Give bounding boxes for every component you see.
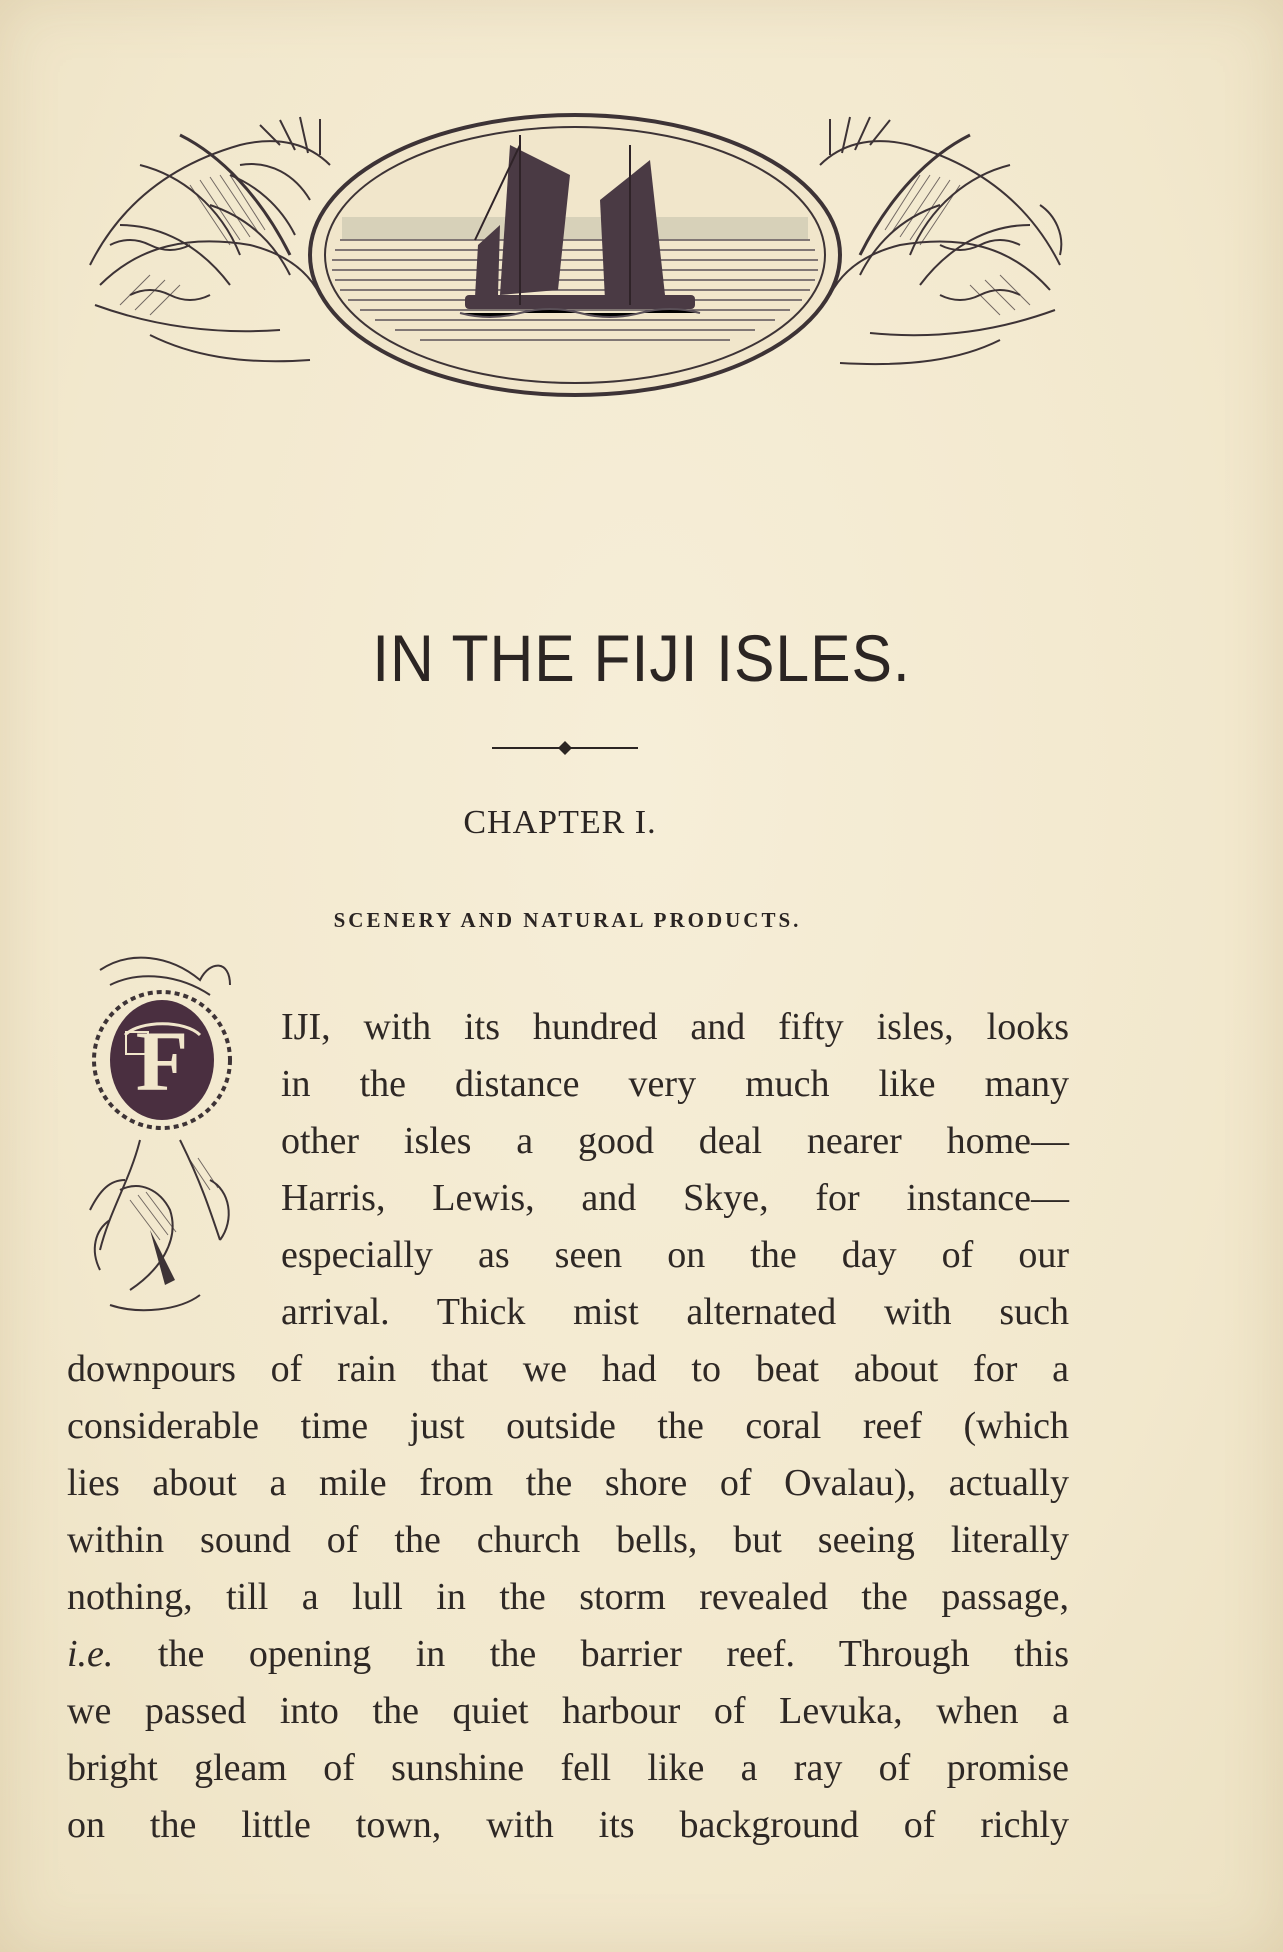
text-line: in the distance very much like many	[281, 1063, 1069, 1105]
text-line: bright gleam of sunshine fell like a ray of promise	[67, 1747, 1069, 1789]
ship-vignette-icon	[80, 105, 1070, 405]
chapter-heading: CHAPTER I.	[463, 804, 657, 841]
italic-prefix: i.e.	[67, 1633, 114, 1675]
text-line: IJI, with its hundred and fifty isles, looks	[281, 1006, 1069, 1048]
text-line: i.e. the opening in the barrier reef. Through this	[67, 1633, 1069, 1675]
text-line: other isles a good deal nearer home—	[281, 1120, 1069, 1162]
text-line: nothing, till a lull in the storm revealed the passage,	[67, 1576, 1069, 1618]
text-line: especially as seen on the day of our	[281, 1234, 1069, 1276]
text-line: arrival. Thick mist alternated with such	[281, 1291, 1069, 1333]
text-line: lies about a mile from the shore of Ovalau), actually	[67, 1462, 1069, 1504]
ornamental-initial-icon	[80, 950, 240, 1325]
text-line: considerable time just outside the coral reef (which	[67, 1405, 1069, 1447]
text-line: on the little town, with its background of richly	[67, 1804, 1069, 1846]
text-line: Harris, Lewis, and Skye, for instance—	[281, 1177, 1069, 1219]
diamond-rule-icon	[490, 738, 640, 758]
drop-cap-letter: F	[135, 1013, 189, 1109]
text-line: within sound of the church bells, but seeing literally	[67, 1519, 1069, 1561]
chapter-subtitle: SCENERY AND NATURAL PRODUCTS.	[333, 908, 802, 932]
text-line: we passed into the quiet harbour of Levuka, when a	[67, 1690, 1069, 1732]
text-line: downpours of rain that we had to beat about for a	[67, 1348, 1069, 1390]
book-title: IN THE FIJI ISLES.	[372, 621, 911, 695]
